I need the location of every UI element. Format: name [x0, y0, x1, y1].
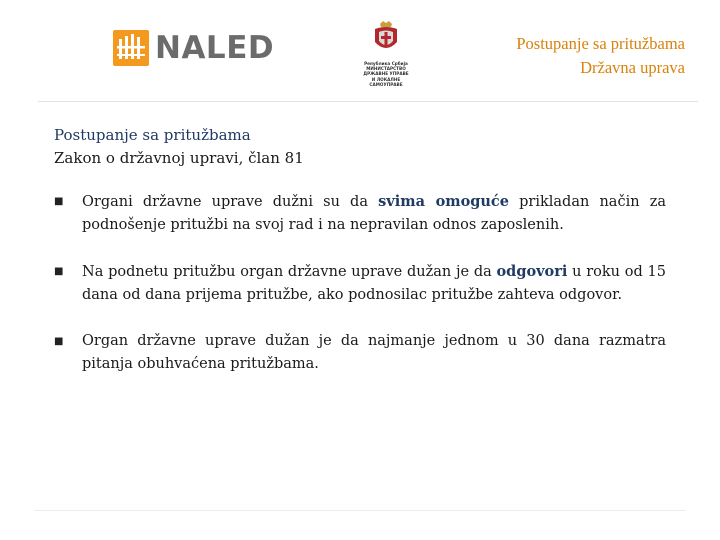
- crest-line: И ЛОКАЛНЕ: [371, 76, 401, 82]
- header-divider: [38, 101, 698, 102]
- coat-of-arms-icon: [372, 20, 400, 56]
- bullet-emphasis: svima omoguće: [378, 193, 509, 210]
- header-title: [516, 32, 685, 80]
- subtitle-line1: Postupanje sa pritužbama: [54, 126, 251, 144]
- bullet-text: [82, 330, 666, 376]
- naled-logo-text: NALED: [155, 30, 275, 66]
- bullet-text: [82, 260, 666, 307]
- naled-mark-icon: [113, 30, 149, 66]
- crest-line: Република Србија: [364, 61, 408, 66]
- bullet-text: [82, 190, 666, 237]
- ministry-crest: [362, 20, 410, 87]
- square-bullet-icon: ■: [54, 196, 64, 207]
- bullet-text-part: prikladan način za podnošenje pritužbi na svoj rad i na nepravilan odnos zaposlenih.: [82, 194, 666, 233]
- bullet-emphasis: odgovori: [496, 263, 568, 280]
- section-subtitle: [54, 124, 304, 170]
- bullet-text-part: Organ državne uprave dužan je da najmanje jednom u 30 dana razmatra pitanja obuhvaćena pritužbama.: [82, 333, 666, 372]
- bullet-text-part: Na podnetu pritužbu organ državne uprave dužan je da: [82, 264, 497, 280]
- header-title-line1: Postupanje sa pritužbama: [516, 34, 685, 53]
- crest-line: САМОУПРАВЕ: [369, 81, 403, 87]
- square-bullet-icon: ■: [54, 336, 64, 347]
- bullet-text-part: u roku od 15 dana od dana prijema pritužbe, ako podnosilac pritužbe zahteva odgovor.: [82, 264, 666, 303]
- bullet-item: [54, 260, 666, 307]
- bullet-text-part: Organi državne uprave dužni su da: [82, 194, 379, 210]
- subtitle-line2: Zakon o državnoj upravi, član 81: [54, 149, 304, 167]
- header-title-line2: Državna uprava: [580, 58, 685, 77]
- square-bullet-icon: ■: [54, 266, 64, 277]
- crest-line: МИНИСТАРСТВО: [366, 66, 406, 72]
- crest-line: ДРЖАВНЕ УПРАВЕ: [363, 71, 409, 77]
- bullet-item: [54, 330, 666, 376]
- naled-logo: [113, 30, 274, 66]
- bullet-item: [54, 190, 666, 237]
- bullet-list: [54, 190, 666, 399]
- footer-divider: [34, 510, 686, 511]
